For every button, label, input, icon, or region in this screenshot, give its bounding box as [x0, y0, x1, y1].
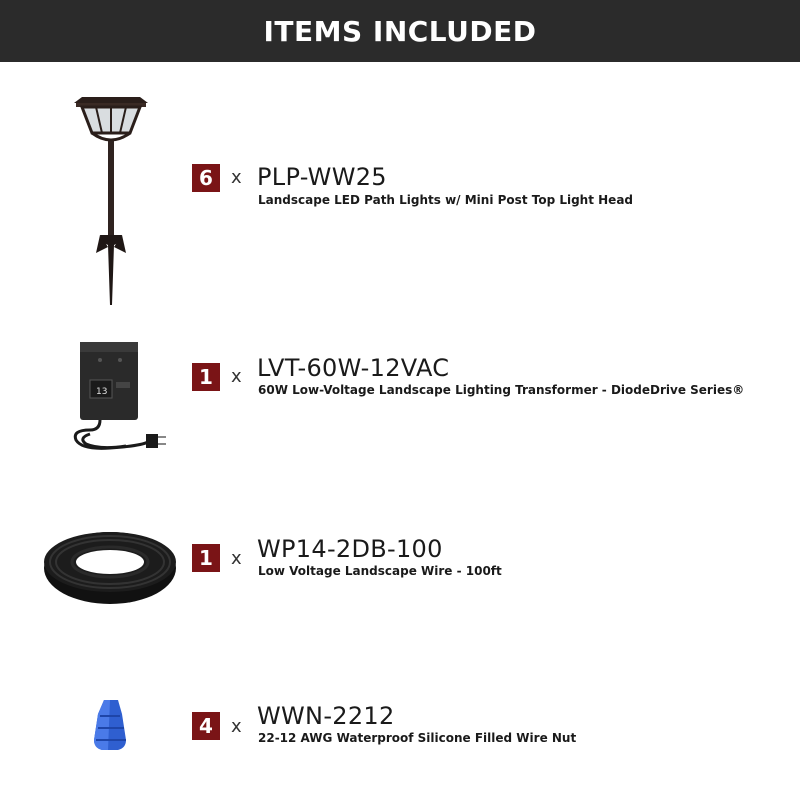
page-title: ITEMS INCLUDED: [263, 14, 537, 48]
quantity-badge: 1: [192, 544, 220, 572]
item-description: Low Voltage Landscape Wire - 100ft: [258, 564, 502, 578]
transformer-icon: [30, 330, 190, 460]
multiply-sign: x: [231, 548, 242, 569]
item-description: 22-12 AWG Waterproof Silicone Filled Wire Nut: [258, 731, 577, 745]
svg-text:13: 13: [96, 387, 108, 397]
multiply-sign: x: [231, 366, 242, 387]
item-description: Landscape LED Path Lights w/ Mini Post Top Light Head: [258, 193, 634, 207]
item-sku: WWN-2212: [257, 702, 395, 730]
quantity-badge: 4: [192, 712, 220, 740]
multiply-sign: x: [231, 716, 242, 737]
quantity-badge: 6: [192, 164, 220, 192]
path-light-icon: [30, 75, 190, 310]
list-item: [0, 510, 800, 610]
header-bar: [0, 0, 800, 62]
list-item: [0, 75, 800, 315]
wire-nut-icon: [80, 696, 140, 756]
multiply-sign: x: [231, 167, 242, 188]
wire-coil-icon: [40, 518, 180, 608]
quantity-badge: 1: [192, 363, 220, 391]
list-item: [0, 330, 800, 465]
list-item: [0, 690, 800, 770]
item-sku: PLP-WW25: [257, 163, 387, 191]
item-sku: LVT-60W-12VAC: [257, 354, 450, 382]
item-sku: WP14-2DB-100: [257, 535, 443, 563]
item-description: 60W Low-Voltage Landscape Lighting Transformer - DiodeDrive Series®: [258, 383, 745, 397]
